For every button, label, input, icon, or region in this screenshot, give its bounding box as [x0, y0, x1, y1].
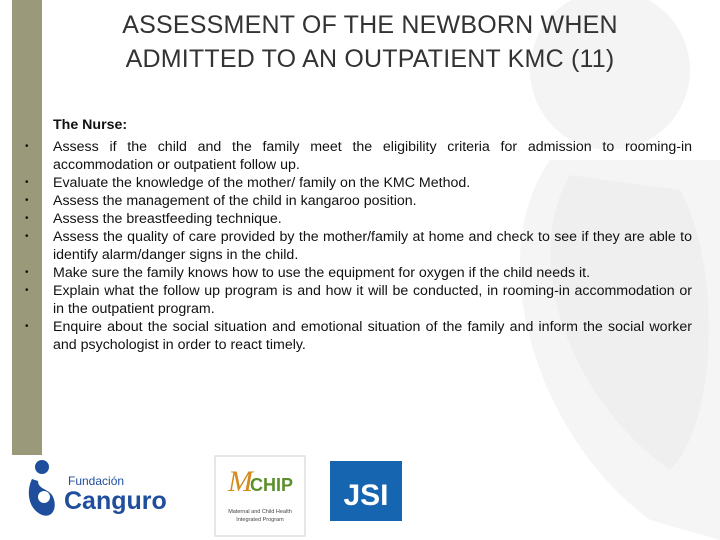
bullet-icon: • [25, 141, 29, 152]
bullet-item: • Explain what the follow up program is and how it will be conducted, in rooming-in accommodation or in the outpatient program. [25, 283, 692, 317]
canguro-logo-main: Canguro [64, 487, 167, 515]
bullet-item: • Enquire about the social situation and emotional situation of the family and inform the social worker and psychologist in order to react timely. [25, 319, 692, 353]
bullet-item: • Make sure the family knows how to use the equipment for oxygen if the child needs it. [25, 265, 591, 281]
bullet-icon: • [25, 177, 29, 188]
slide-title: ASSESSMENT OF THE NEWBORN WHEN ADMITTED TO AN OUTPATIENT KMC (11) [122, 11, 618, 73]
logo-strip [20, 455, 710, 540]
mchip-logo [214, 455, 306, 537]
slide-content [22, 116, 692, 354]
bullet-icon: • [25, 267, 29, 278]
mchip-logo-sub2: Integrated Program [236, 517, 284, 523]
bullet-item: • Assess the quality of care provided by the mother/family at home and check to see if they are able to identify alarm/danger signs in the child. [25, 229, 692, 263]
bullet-item: • Assess the management of the child in kangaroo position. [25, 193, 417, 209]
svg-text:M: M [228, 465, 253, 498]
bullet-item: • Assess the breastfeeding technique. [25, 211, 282, 227]
bullet-icon: • [25, 195, 29, 206]
bullet-icon: • [25, 231, 29, 242]
bullet-item: • Evaluate the knowledge of the mother/ family on the KMC Method. [25, 175, 471, 191]
bullet-icon: • [25, 285, 29, 296]
canguro-logo [24, 455, 184, 527]
bullet-icon: • [25, 213, 29, 224]
bullet-icon: • [25, 321, 29, 332]
mchip-logo-main: CHIP [250, 475, 294, 495]
intro-label: The Nurse: [53, 117, 128, 133]
mchip-logo-sub1: Maternal and Child Health [228, 509, 292, 515]
canguro-logo-top: Fundación [68, 474, 125, 488]
bullet-item: • Assess if the child and the family meet the eligibility criteria for admission to rooming-in accommodation or outpatient follow up. [25, 139, 692, 173]
jsi-logo-main: JSI [343, 479, 389, 512]
jsi-logo [330, 461, 402, 521]
